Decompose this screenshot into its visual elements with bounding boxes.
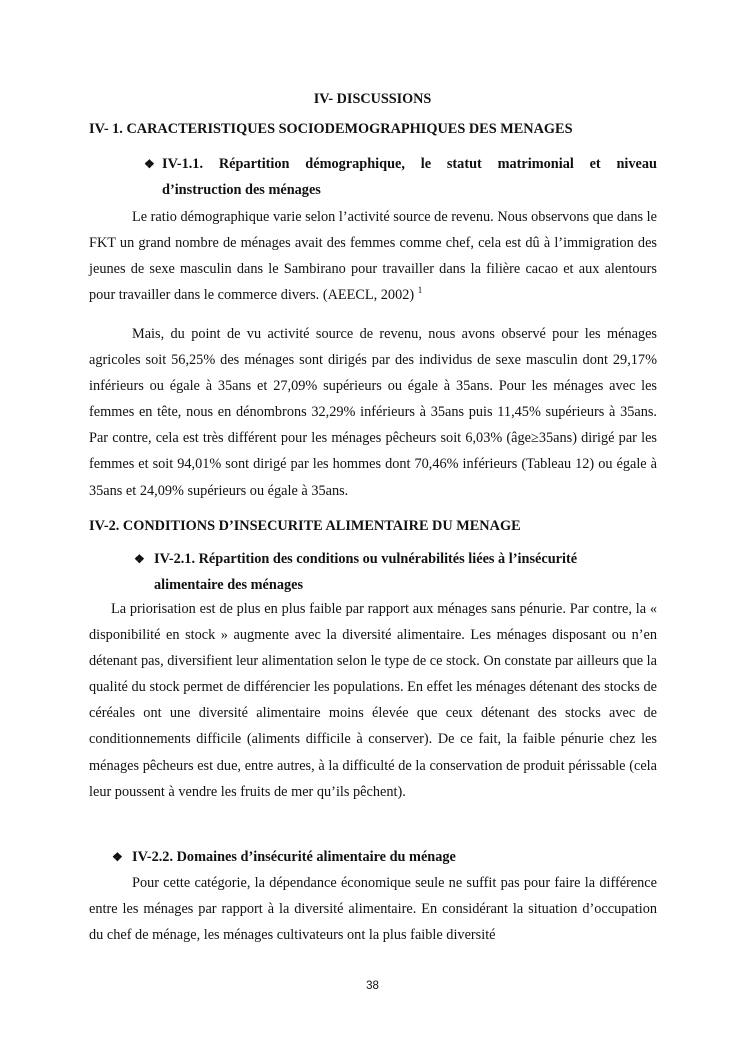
paragraph [89,870,657,948]
subsection-heading-2-1 [134,546,657,598]
paragraph [89,596,657,805]
section-heading-2: IV-2. CONDITIONS D’INSECURITE ALIMENTAIRE DU MENAGE [89,518,521,534]
subsection-heading-line: alimentaire des ménages [154,577,304,594]
subsection-heading-1-1 [144,151,657,203]
diamond-bullet-icon: ❖ [134,552,145,566]
subsection-heading-line: IV-1.1. Répartition démographique, le statut matrimonial et niveau [162,156,657,172]
subsection-heading-2-2 [112,844,657,870]
subsection-heading-line: d’instruction des ménages [162,182,321,199]
footnote-marker: 1 [417,285,423,296]
paragraph-text: Le ratio démographique varie selon l’activité source de revenu. Nous observons que dans le FKT un grand nombre de ménages avait des femmes comme chef, cela est dû à l’immigration des jeunes de sexe masculin dans le Sambirano pour travailler dans la filière cacao et aux alentours pour travailler dans le commerce divers. (AEECL, 2002) [89,209,657,304]
page-title: IV- DISCUSSIONS [313,91,432,107]
section-heading-1: IV- 1. CARACTERISTIQUES SOCIODEMOGRAPHIQUES DES MENAGES [89,121,573,137]
paragraph [89,321,657,504]
paragraph-text: La priorisation est de plus en plus faible par rapport aux ménages sans pénurie. Par contre, la « disponibilité en stock » augmente avec la diversité alimentaire. Les ménages disposant ou n’en détenant pas, diversifient leur alimentation selon le type de ce stock. On constate par ailleurs que la qualité du stock permet de différencier les populations. En effet les ménages détenant des stocks de céréales ont une diversité alimentaire moins élevée que ceux détenant des stocks avec de conditionnements difficile (aliments difficile à conserver). De ce fait, la faible pénurie chez les ménages pêcheurs est due, entre autres, à la difficulté de la conservation de produit périssable (cela leur poussent à vendre les fruits de mer qu’ils pêchent). [89,601,657,800]
paragraph-text: Pour cette catégorie, la dépendance économique seule ne suffit pas pour faire la différence entre les ménages par rapport à la diversité alimentaire. En considérant la situation d’occupation du chef de ménage, les ménages cultivateurs ont la plus faible diversité [89,875,657,944]
page-number: 38 [366,980,379,992]
subsection-heading-line: IV-2.2. Domaines d’insécurité alimentaire du ménage [132,849,456,865]
diamond-bullet-icon: ❖ [112,850,123,864]
diamond-bullet-icon: ❖ [144,157,155,171]
paragraph [89,204,657,308]
paragraph-text: Mais, du point de vu activité source de revenu, nous avons observé pour les ménages agricoles soit 56,25% des ménages sont dirigés par des individus de sexe masculin dont 29,17% inférieurs ou égale à 35ans et 27,09% supérieurs ou égale à 35ans. Pour les ménages avec les femmes en tête, nous en dénombrons 32,29% inférieurs à 35ans puis 11,45% supérieurs à 35ans. Par contre, cela est très différent pour les ménages pêcheurs soit 6,03% (âge≥35ans) dirigé par les femmes et soit 94,01% sont dirigé par les hommes dont 70,46% inférieurs (Tableau 12) ou égale à 35ans et 24,09% supérieurs ou égale à 35ans. [89,326,657,499]
subsection-heading-line: IV-2.1. Répartition des conditions ou vulnérabilités liées à l’insécurité [154,551,578,567]
